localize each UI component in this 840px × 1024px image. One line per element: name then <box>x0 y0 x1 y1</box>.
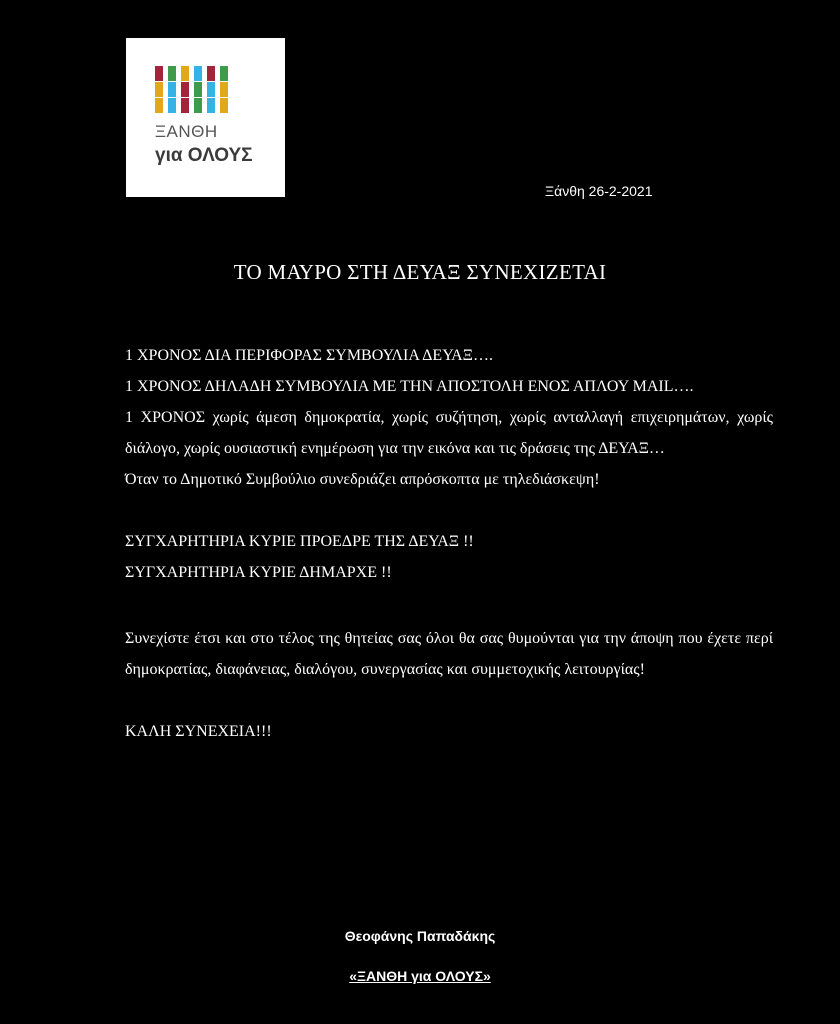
logo-tile <box>220 98 228 113</box>
spacer <box>125 588 773 623</box>
logo-tile <box>168 66 176 81</box>
logo-tile <box>194 82 202 97</box>
logo-tile <box>220 82 228 97</box>
document-date: Ξάνθη 26-2-2021 <box>545 183 653 199</box>
paragraph-1: 1 ΧΡΟΝΟΣ ΔΙΑ ΠΕΡΙΦΟΡΑΣ ΣΥΜΒΟΥΛΙΑ ΔΕΥΑΞ…. <box>125 347 493 364</box>
document-title: ΤΟ ΜΑΥΡΟ ΣΤΗ ΔΕΥΑΞ ΣΥΝΕΧΙΖΕΤΑΙ <box>233 260 607 284</box>
document-body <box>125 340 773 747</box>
logo-tile <box>220 66 228 81</box>
closing-wish: ΚΑΛΗ ΣΥΝΕΧΕΙΑ!!! <box>125 723 272 740</box>
logo-tile <box>181 82 189 97</box>
logo-tile <box>207 98 215 113</box>
logo-tile <box>181 98 189 113</box>
logo-tile <box>207 82 215 97</box>
logo-mosaic-icon <box>155 66 228 113</box>
logo-tile <box>181 66 189 81</box>
logo-tile <box>207 66 215 81</box>
spacer <box>125 495 773 526</box>
paragraph-2: 1 ΧΡΟΝΟΣ ΔΗΛΑΔΗ ΣΥΜΒΟΥΛΙΑ ΜΕ ΤΗΝ ΑΠΟΣΤΟΛΗ ΕΝΟΣ ΑΠΛΟΥ MAIL…. <box>125 378 694 395</box>
logo-text-line1: ΞΑΝΘΗ <box>155 122 218 141</box>
logo-tile <box>155 82 163 97</box>
signature-name: Θεοφάνης Παπαδάκης <box>344 928 496 944</box>
congratulations-line-1: ΣΥΓΧΑΡΗΤΗΡΙΑ ΚΥΡΙΕ ΠΡΟΕΔΡΕ ΤΗΣ ΔΕΥΑΞ !! <box>125 533 474 550</box>
logo-tile <box>194 98 202 113</box>
spacer <box>125 685 773 716</box>
paragraph-closing: Συνεχίστε έτσι και στο τέλος της θητείας σας όλοι θα σας θυμούνται για την άποψη που έχετε περί δημοκρατίας, διαφάνειας, διαλόγου, συνεργασίας και συμμετοχικής λειτουργίας! <box>125 630 773 678</box>
logo-tile <box>155 98 163 113</box>
logo-tile <box>168 82 176 97</box>
logo-tile <box>155 66 163 81</box>
organization-name: «ΞΑΝΘΗ για ΟΛΟΥΣ» <box>349 968 491 984</box>
logo-tile <box>168 98 176 113</box>
congratulations-line-2: ΣΥΓΧΑΡΗΤΗΡΙΑ ΚΥΡΙΕ ΔΗΜΑΡΧΕ !! <box>125 564 392 581</box>
logo-text-line2: για ΟΛΟΥΣ <box>155 145 253 166</box>
paragraph-3: 1 ΧΡΟΝΟΣ χωρίς άμεση δημοκρατία, χωρίς συζήτηση, χωρίς ανταλλαγή επιχειρημάτων, χωρίς διάλογο, χωρίς ουσιαστική ενημέρωση για την εικόνα και τις δράσεις της ΔΕΥΑΞ… <box>125 409 773 457</box>
logo-tile <box>194 66 202 81</box>
paragraph-4: Όταν το Δημοτικό Συμβούλιο συνεδριάζει απρόσκοπτα με τηλεδιάσκεψη! <box>125 471 600 488</box>
logo <box>126 38 285 197</box>
